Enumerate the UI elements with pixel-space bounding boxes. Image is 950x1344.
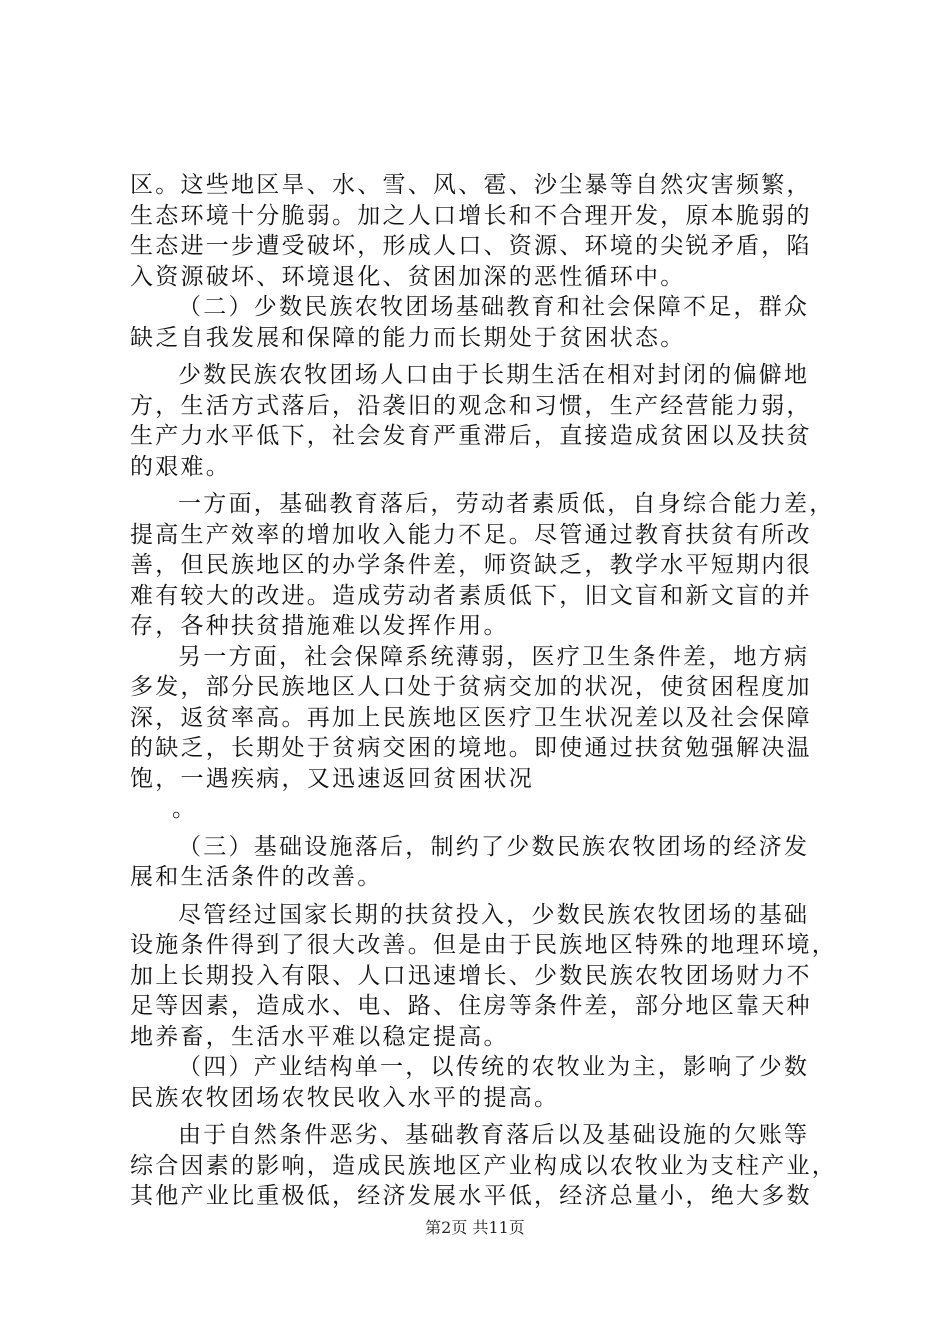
text-line: 。 [172, 796, 198, 822]
text-line: 民族农牧团场农牧民收入水平的提高。 [130, 1084, 560, 1111]
text-line: 生产力水平低下，社会发育严重滞后，直接造成贫困以及扶贫 [130, 423, 812, 449]
text-line: 由于自然条件恶劣、基础教育落后以及基础设施的欠账等 [178, 1122, 810, 1148]
text-line: 其他产业比重极低，经济发展水平低，经济总量小，绝大多数 [130, 1183, 812, 1209]
text-line: 加上长期投入有限、人口迅速增长、少数民族农牧团场财力不 [130, 962, 812, 989]
text-line: 生态进一步遭受破坏，形成人口、资源、环境的尖锐矛盾，陷 [130, 233, 812, 259]
text-line: （三）基础设施落后，制约了少数民族农牧团场的经济发 [178, 833, 810, 860]
text-line: 综合因素的影响，造成民族地区产业构成以农牧业为支柱产业， [130, 1152, 837, 1179]
paragraph [130, 642, 830, 795]
paragraph [130, 1120, 837, 1212]
text-line: 难有较大的改进。造成劳动者素质低下，旧文盲和新文盲的并 [130, 582, 812, 609]
paragraph [130, 794, 830, 825]
page-number-label: 第2页 共11页 [425, 1218, 525, 1237]
text-line: 多发，部分民族地区人口处于贫病交加的状况，使贫困程度加 [130, 674, 812, 700]
paragraph [130, 900, 837, 1053]
text-line: 地养畜，生活水平难以稳定提高。 [130, 1023, 509, 1050]
paragraph [130, 170, 830, 292]
text-line: （四）产业结构单一，以传统的农牧业为主，影响了少数 [178, 1054, 810, 1080]
text-line: 生态环境十分脆弱。加之人口增长和不合理开发，原本脆弱的 [130, 202, 812, 229]
text-line: 缺乏自我发展和保障的能力而长期处于贫困状态。 [130, 324, 686, 351]
text-line: 展和生活条件的改善。 [130, 864, 383, 890]
paragraph [130, 360, 830, 482]
text-line: 尽管经过国家长期的扶贫投入，少数民族农牧团场的基础 [178, 901, 810, 928]
text-line: 入资源破坏、环境退化、贫困加深的恶性循环中。 [130, 263, 686, 290]
text-line: 提高生产效率的增加收入能力不足。尽管通过教育扶贫有所改 [130, 521, 812, 548]
text-line: 方，生活方式落后，沿袭旧的观念和习惯，生产经营能力弱， [130, 392, 812, 419]
text-line: 善，但民族地区的办学条件差，师资缺乏，教学水平短期内很 [130, 552, 812, 578]
text-line: 深，返贫率高。再加上民族地区医疗卫生状况差以及社会保障 [130, 704, 812, 731]
text-line: 一方面，基础教育落后，劳动者素质低，自身综合能力差， [178, 491, 835, 517]
text-line: 区。这些地区旱、水、雪、风、雹、沙尘暴等自然灾害频繁， [130, 172, 812, 198]
text-line: 饱，一遇疾病，又迅速返回贫困状况 [130, 765, 534, 792]
text-line: 的缺乏，长期处于贫病交困的境地。即使通过扶贫勉强解决温 [130, 735, 812, 761]
text-line: （二）少数民族农牧团场基础教育和社会保障不足，群众 [178, 294, 810, 320]
page-footer [0, 1218, 950, 1238]
text-line: 的艰难。 [130, 453, 231, 480]
text-line: 另一方面，社会保障系统薄弱，医疗卫生条件差，地方病 [178, 643, 810, 670]
document-body [130, 170, 837, 1212]
paragraph [130, 489, 835, 642]
text-line: 少数民族农牧团场人口由于长期生活在相对封闭的偏僻地 [178, 362, 810, 388]
section-heading [130, 1052, 830, 1113]
section-heading [130, 832, 830, 893]
text-line: 足等因素，造成水、电、路、住房等条件差，部分地区靠天种 [130, 993, 812, 1019]
text-line: 存，各种扶贫措施难以发挥作用。 [130, 613, 509, 639]
text-line: 设施条件得到了很大改善。但是由于民族地区特殊的地理环境， [130, 932, 837, 958]
section-heading [130, 292, 830, 353]
